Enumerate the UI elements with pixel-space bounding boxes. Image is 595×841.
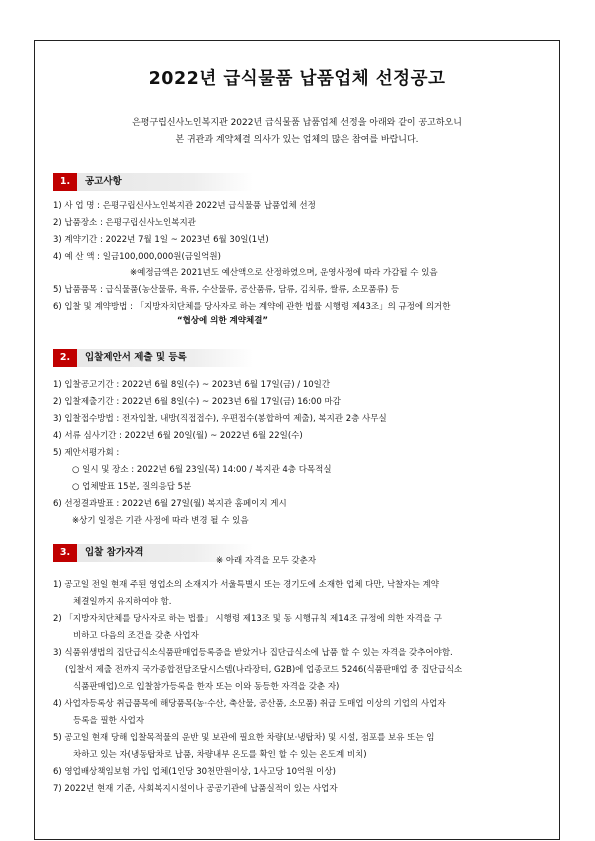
section-number: 1. bbox=[53, 173, 77, 191]
list-item-cont: 비하고 다음의 조건을 갖춘 사업자 bbox=[73, 631, 199, 641]
list-item-cont: 차하고 있는 자(냉동탑차로 납품, 차량내부 온도를 확인 할 수 있는 온도계 비치) bbox=[73, 750, 367, 760]
list-item: 2) 입찰제출기간 : 2022년 6월 8일(수) ~ 2023년 6월 17일(금) 16:00 마감 bbox=[53, 397, 341, 407]
section-number: 2. bbox=[53, 349, 77, 367]
list-item: 3) 입찰접수방법 : 전자입찰, 내방(직접접수), 우편접수(봉합하여 제출), 복지관 2층 사무실 bbox=[53, 414, 387, 424]
sub-item: ○ 업체발표 15분, 질의응답 5분 bbox=[72, 482, 192, 492]
sub-item: ○ 일시 및 장소 : 2022년 6월 23일(목) 14:00 / 복지관 4층 다목적실 bbox=[72, 465, 332, 475]
list-item: 6) 영업배상책임보험 가입 업체(1인당 30천만원이상, 1사고당 10억원 이상) bbox=[53, 767, 336, 777]
section-label: 공고사항 bbox=[85, 176, 122, 187]
document-frame bbox=[34, 40, 560, 840]
list-item: 6) 선정결과발표 : 2022년 6월 27일(월) 복지관 홈페이지 게시 bbox=[53, 499, 287, 509]
list-item: 2) 「지방자치단체를 당사자로 하는 법률」 시행령 제13조 및 동 시행규칙 제14조 규정에 의한 자격을 구 bbox=[53, 614, 442, 624]
page-title: 2022년 급식물품 납품업체 선정공고 bbox=[148, 69, 446, 89]
list-item: 1) 사 업 명 : 은평구립신사노인복지관 2022년 급식물품 납품업체 선정 bbox=[53, 201, 316, 211]
section-header-1 bbox=[53, 173, 253, 191]
section-header-2 bbox=[53, 349, 253, 367]
note-text: ※상기 일정은 기관 사정에 따라 변경 될 수 있음 bbox=[72, 516, 249, 526]
section-label: 입찰제안서 제출 및 등록 bbox=[85, 352, 187, 363]
list-item: 1) 공고일 전일 현재 주된 영업소의 소재지가 서울특별시 또는 경기도에 소재한 업체 다만, 낙찰자는 계약 bbox=[53, 580, 439, 590]
list-item: 5) 공고일 현재 당해 입찰목적물의 운반 및 보관에 필요한 차량(보·냉탑차) 및 시설, 점포를 보유 또는 임 bbox=[53, 733, 435, 743]
list-item: 2) 납품장소 : 은평구립신사노인복지관 bbox=[53, 218, 196, 228]
list-item: 5) 납품품목 : 급식물품(농산물류, 육류, 수산물류, 공산품류, 담류, 김치류, 쌀류, 소모품류) 등 bbox=[53, 285, 400, 295]
list-item: 5) 제안서평가회 : bbox=[53, 448, 120, 458]
list-item-cont: 체결일까지 유지하여야 함. bbox=[73, 597, 172, 607]
list-item: 3) 계약기간 : 2022년 7월 1일 ~ 2023년 6월 30일(1년) bbox=[53, 235, 269, 245]
list-item: 7) 2022년 현재 기준, 사회복지시설이나 공공기관에 납품실적이 있는 사업자 bbox=[53, 784, 338, 794]
intro-line: 본 귀관과 계약체결 의사가 있는 업체의 많은 참여를 바랍니다. bbox=[175, 135, 419, 145]
list-item-cont: 등록을 필한 사업자 bbox=[73, 716, 145, 726]
list-item-cont: (입찰서 제출 전까지 국가종합전담조달시스템(나라장터, G2B)에 업종코드 5246(식품판매업 중 집단급식소 bbox=[65, 665, 463, 675]
intro-line: 은평구립신사노인복지관 2022년 급식물품 납품업체 선정을 아래와 같이 공고하오니 bbox=[132, 118, 462, 128]
contract-method-emphasis: “협상에 의한 계약체결” bbox=[177, 316, 268, 326]
section-label: 입찰 참가자격 bbox=[85, 547, 144, 558]
intro-text bbox=[35, 115, 559, 149]
section-note: ※ 아래 자격을 모두 갖춘자 bbox=[216, 556, 317, 566]
list-item: 3) 식품위생법의 집단급식소식품판매업등록증을 받았거나 집단급식소에 납품 할 수 있는 자격을 갖추어야함. bbox=[53, 648, 453, 658]
list-item: 1) 입찰공고기간 : 2022년 6월 8일(수) ~ 2023년 6월 17일(금) / 10일간 bbox=[53, 380, 331, 390]
note-text: ※예정금액은 2021년도 예산액으로 산정하였으며, 운영사정에 따라 가감될 수 있음 bbox=[130, 268, 438, 278]
list-item: 4) 서류 심사기간 : 2022년 6월 20일(월) ~ 2022년 6월 22일(수) bbox=[53, 431, 303, 441]
list-item-cont: 식품판매업)으로 입찰참가등록을 한자 또는 이와 동등한 자격을 갖춘 자) bbox=[73, 682, 340, 692]
list-item: 4) 예 산 액 : 일금100,000,000원(금일억원) bbox=[53, 252, 221, 262]
list-item: 6) 입찰 및 계약방법 : 「지방자치단체를 당사자로 하는 계약에 관한 법률 시행령 제43조」의 규정에 의거한 bbox=[53, 302, 451, 312]
section-number: 3. bbox=[53, 544, 77, 562]
list-item: 4) 사업자등록상 취급품목에 해당품목(농·수산, 축산물, 공산품, 소모품) 취급 도매업 이상의 기업의 사업자 bbox=[53, 699, 446, 709]
